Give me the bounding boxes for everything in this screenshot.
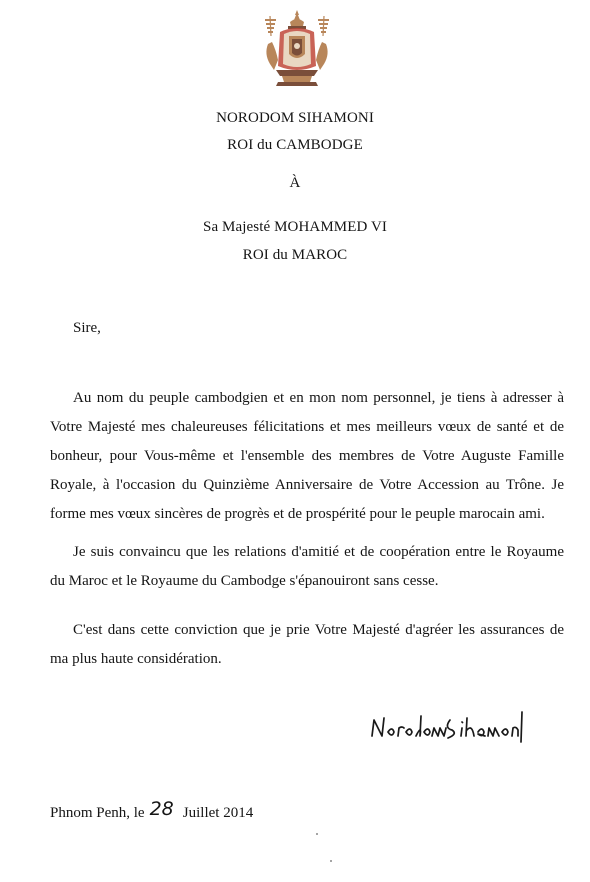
salutation: Sire,: [73, 320, 101, 336]
scan-speck: [330, 860, 332, 862]
to-word: À: [289, 175, 301, 191]
scan-speck: [316, 833, 318, 835]
place-prefix: Phnom Penh, le: [50, 805, 145, 821]
month-year: Juillet 2014: [182, 805, 254, 821]
place-date: [50, 800, 253, 822]
sender-name: NORODOM SIHAMONI: [216, 110, 374, 126]
paragraph-closing: C'est dans cette conviction que je prie Votre Majesté d'agréer les assurances de ma plus haute considération.: [50, 622, 564, 667]
recipient-name: Sa Majesté MOHAMMED VI: [203, 219, 387, 235]
handwritten-signature: [366, 706, 526, 746]
paragraph-congratulations: Au nom du peuple cambodgien et en mon nom personnel, je tiens à adresser à Votre Majesté mes chaleureuses félicitations et mes meilleurs vœux de santé et de bonheur, pour Vous-même et l'ensemble des membres de Votre Auguste Famille Royale, à l'occasion du Quinzième Anniversaire de Votre Accession au Trône. Je forme mes vœux sincères de progrès et de prospérité pour le peuple marocain ami.: [50, 390, 564, 522]
recipient-title: ROI du MAROC: [242, 247, 348, 263]
royal-coat-of-arms-icon: [258, 8, 336, 88]
sender-title: ROI du CAMBODGE: [227, 137, 363, 153]
signature-text: NorodomSihamoni: [366, 745, 374, 746]
paragraph-relations: Je suis convaincu que les relations d'amitié et de coopération entre le Royaume du Maroc et le Royaume du Cambodge s'épanouiront sans cesse.: [50, 544, 564, 589]
handwritten-day: 28: [149, 798, 174, 820]
